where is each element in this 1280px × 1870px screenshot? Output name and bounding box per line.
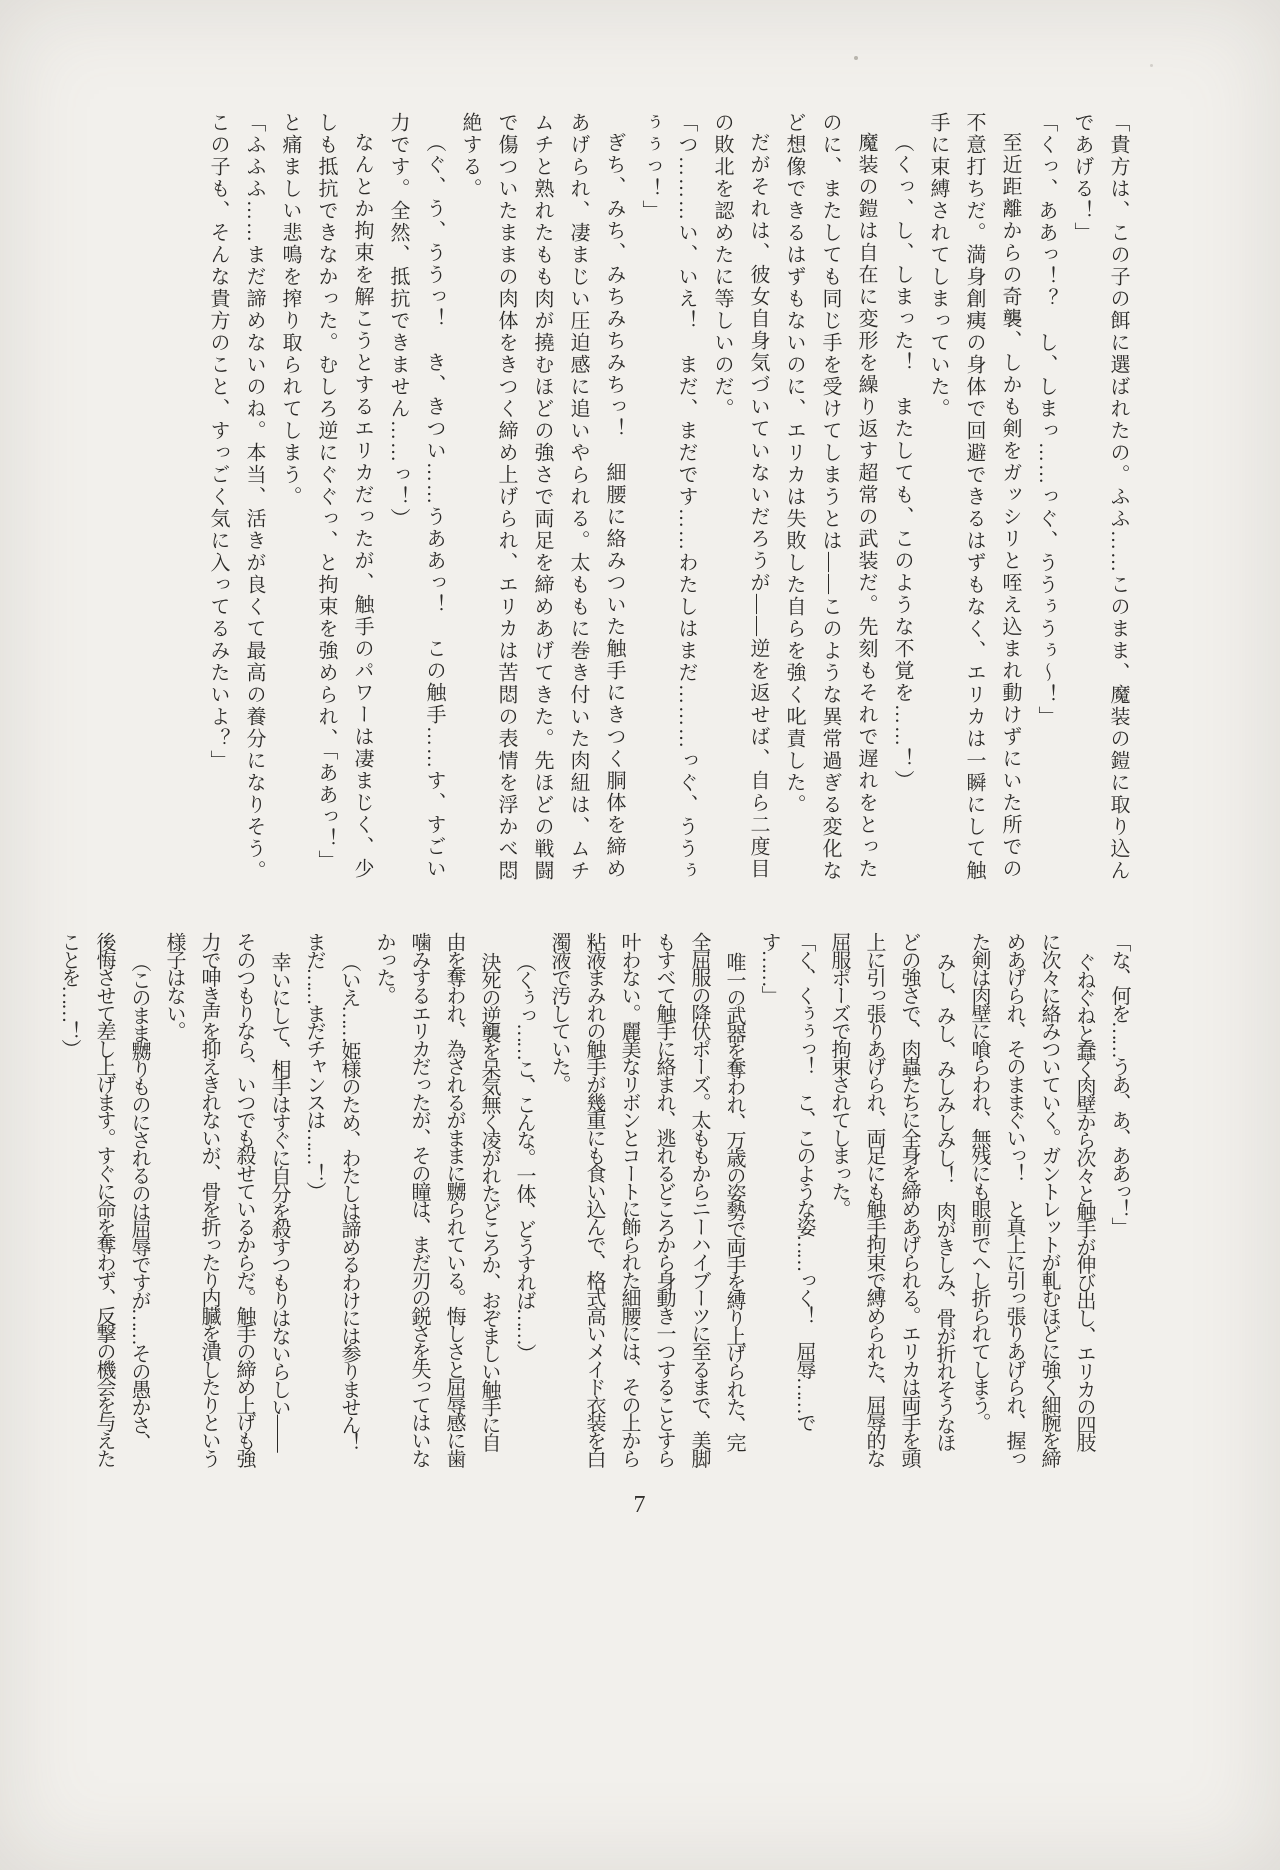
paragraph: だがそれは、彼女自身気づいていないだろうが――逆を返せば、自ら二度目の敗北を認めたに等しいのだ。 — [711, 112, 769, 880]
scan-speck — [1150, 64, 1153, 67]
paragraph: （くぅっ……こ、こんな。一体、どうすれば……） — [513, 952, 535, 1362]
paragraph: 「くっ、ああっ！？ し、しまっ……っぐ、ううぅうぅ～！」 — [1035, 112, 1057, 728]
paragraph: 至近距離からの奇襲、しかも剣をガッシリと咥え込まれ動けずにいた所での不意打ちだ。満身創痍の身体で回避できるはずもなく、エリカは一瞬にして触手に束縛されてしまっていた。 — [927, 112, 1021, 882]
paragraph: 「貴方は、この子の餌に選ばれたの。ふふ……このまま、魔装の鎧に取り込んであげる！」 — [1071, 112, 1129, 882]
paragraph: （いえ……姫様のため、わたしは諦めるわけには参りません！ まだ……まだチャンスは……！） — [303, 932, 360, 1469]
paragraph: ぐねぐねと蠢く肉壁から次々と触手が伸び出し、エリカの四肢に次々に絡みついていく。ガントレットが軋むほどに強く細腕を締めあげられ、そのままぐいっ！ と真上に引っ張りあげられ、握った剣は肉壁に喰らわれ、無残にも眼前でへし折られてしまう。 — [968, 932, 1095, 1467]
page-number: 7 — [633, 1492, 647, 1518]
vertical-text-block-top — [136, 112, 1136, 890]
paragraph: （くっ、し、しまった！ またしても、このような不覚を……！） — [891, 132, 913, 792]
scan-speck — [854, 56, 858, 60]
paragraph: なんとか拘束を解こうとするエリカだったが、触手のパワーは凄まじく、少しも抵抗できなかった。むしろ逆にぐぐっ、と拘束を強められ、「ああっ！」と痛ましい悲鳴を搾り取られてしまう。 — [279, 112, 373, 880]
paragraph: ぎち、みち、みちみちみちっ！ 細腰に絡みついた触手にきつく胴体を締めあげられ、凄まじい圧迫感に追いやられる。太ももに巻き付いた肉紐は、ムチムチと熟れたもも肉が撓むほどの強さで両足を締めあげてきた。先ほどの戦闘で傷ついたままの肉体をきつく締め上げられ、エリカは苦悶の表情を浮かべ悶絶する。 — [459, 112, 625, 882]
vertical-text-block-bottom — [58, 932, 1136, 1469]
paragraph: 「な、何を……うあ、あ、ああっ！」 — [1108, 932, 1130, 1235]
paragraph: 「つ………い、いえ！ まだ、まだです……わたしはまだ………っぐ、ううぅぅぅっ！」 — [639, 112, 697, 882]
paragraph: 決死の逆襲を呆気無く凌がれたどころか、おぞましい触手に自由を奪われ、為されるがままに嬲られている。悔しさと屈辱感に歯噛みするエリカだったが、その瞳は、まだ刃の鋭さを失ってはいなかった。 — [373, 932, 500, 1467]
paragraph: （ぐ、う、ううっ！ き、きつい……うああっ！ この触手……す、すごい力です。全然、抵抗できません……っ！） — [387, 112, 445, 880]
paragraph: 幸いにして、相手はすぐに自分を殺すつもりはないらしい――そのつもりなら、いつでも殺せているからだ。触手の締め上げも強力で呻き声を抑えきれないが、骨を折ったり内臓を潰したりという様子はない。 — [163, 932, 290, 1467]
paragraph: 唯一の武器を奪われ、万歳の姿勢で両手を縛り上げられた、完全屈服の降伏ポーズ。太ももからニーハイブーツに至るまで、美脚もすべて触手に絡まれ、逃れるどころから身動き一つすることすら叶わない。麗美なリボンとコートに飾られた細腰には、その上から粘液まみれの触手が幾重にも食い込んで、格式高いメイド衣装を白濁液で汚していた。 — [548, 932, 745, 1467]
paragraph: 魔装の鎧は自在に変形を繰り返す超常の武装だ。先刻もそれで遅れをとったのに、またしても同じ手を受けてしまうとは――このような異常過ぎる変化など想像できるはずもないのに、エリカは失敗した自らを強く叱責した。 — [783, 112, 877, 882]
paragraph: （このまま嬲りものにされるのは屈辱ですが……その愚かさ、後悔させて差し上げます。すぐに命を奪わず、反撃の機会を与えたことを……！） — [58, 932, 150, 1467]
paragraph: 「ふふふ……まだ諦めないのね。本当、活きが良くて最高の養分になりそう。この子も、そんな貴方のこと、すっごく気に入ってるみたいよ？」 — [207, 112, 265, 882]
paragraph: 「く、くぅぅっ！ こ、このような姿……っく！ 屈辱……です……」 — [758, 932, 815, 1431]
paragraph: みし、みし、みしみしみし！ 肉がきしみ、骨が折れそうなほどの強さで、肉蟲たちに全身を締めあげられる。エリカは両手を頭上に引っ張りあげられ、両足にも触手拘束で縛められた、屈辱的な屈服ポーズで拘束されてしまった。 — [828, 932, 955, 1467]
